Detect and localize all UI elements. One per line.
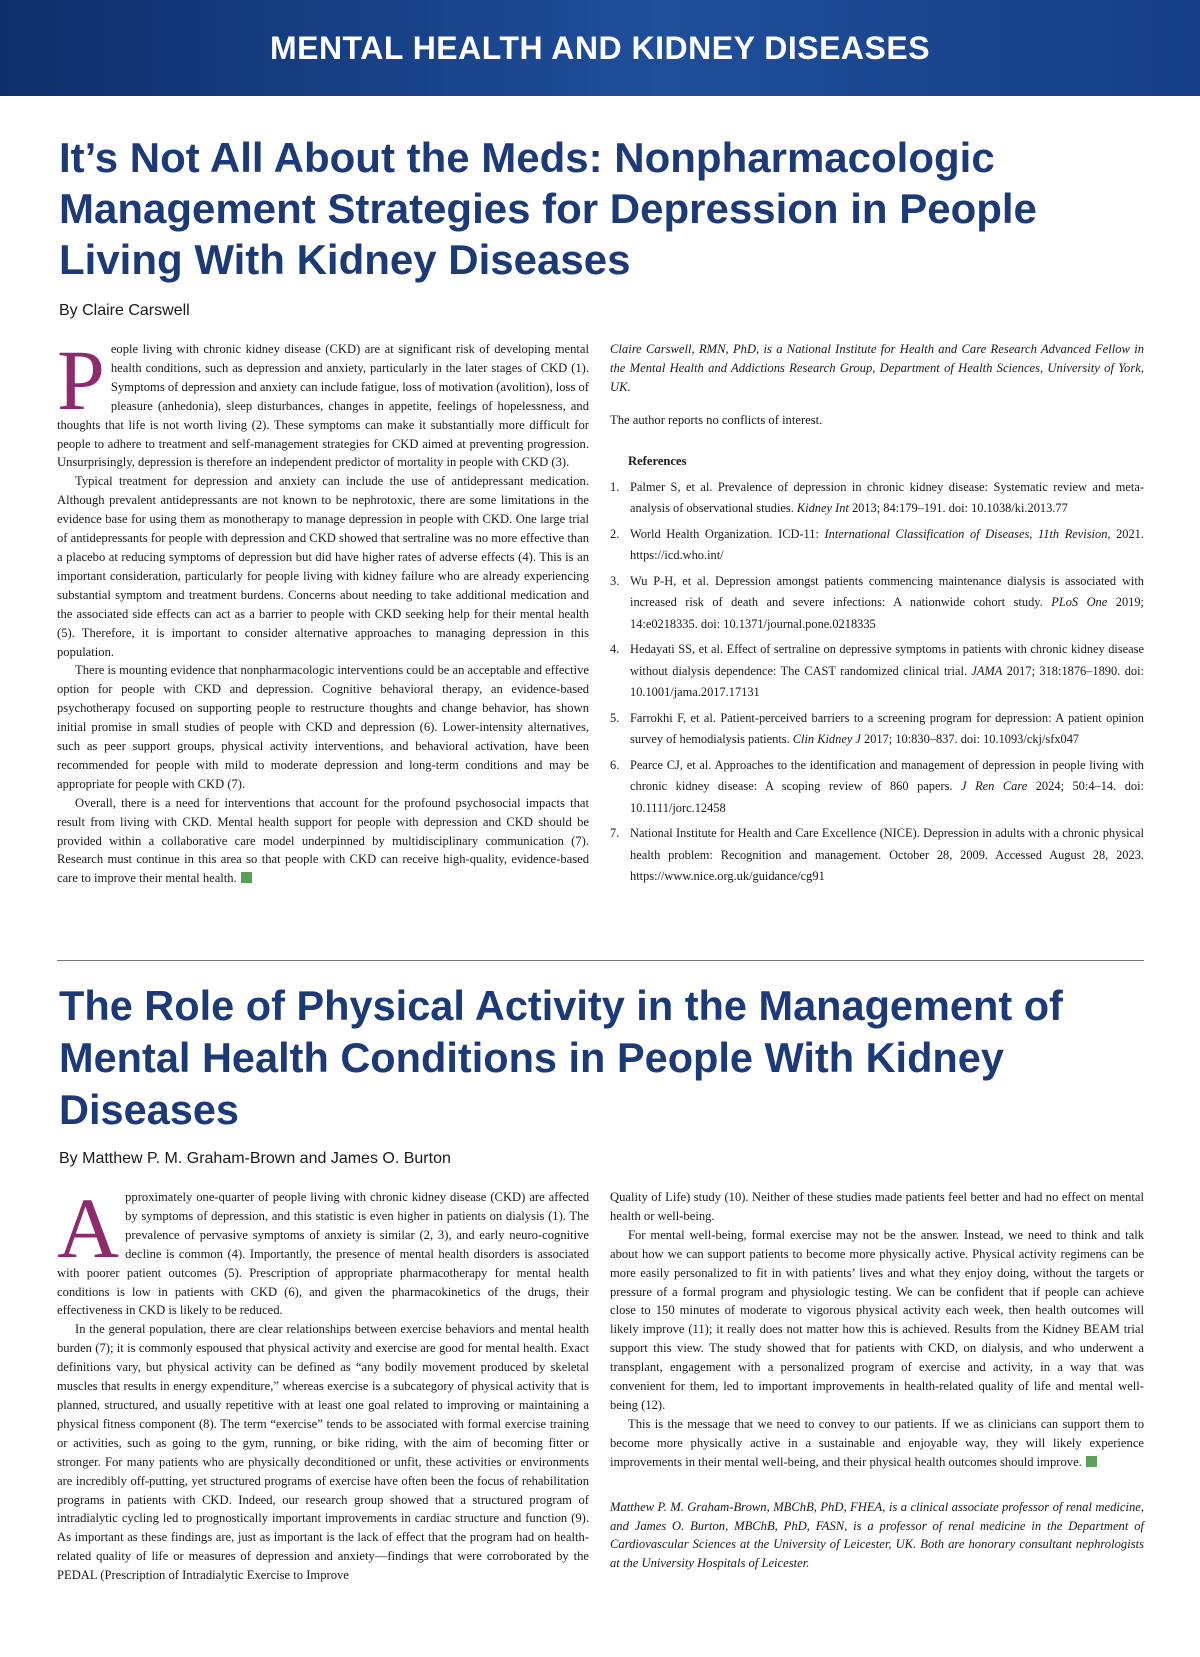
article2-paragraph-3: Quality of Life) study (10). Neither of these studies made patients feel better and had no effect on mental health or well-being. [610, 1190, 1144, 1223]
article1-paragraph-2: Typical treatment for depression and anxiety can include the use of antidepressant medication. Although prevalent antidepressants are not known to be nephrotoxic, there are some limitations in the evidence base for using them as monotherapy to manage depression in people with CKD. One large trial of antidepressants for people with depression and CKD showed that sertraline was no more effective than a placebo at reducing symptoms of depression but did have higher rates of adverse effects (4). This is an important consideration, particularly for people living with kidney failure who are already experiencing substantial symptom and treatment burdens. Concerns about needing to take additional medication and the associated side effects can act as a barrier to people with CKD seeking help for their mental health (5). Therefore, it is important to consider alternative approaches to managing depression in this population. [57, 474, 589, 659]
section-title: MENTAL HEALTH AND KIDNEY DISEASES [269, 29, 931, 66]
reference-item: 5. Farrokhi F, et al. Patient-perceived barriers to a screening program for depression: A patient opinion survey of hemodialysis patients. Clin Kidney J 2017; 10:830–837. doi: 10.1093/ckj/sfx047 [610, 710, 1144, 747]
article1-disclosure: The author reports no conflicts of interest. [610, 412, 823, 427]
article1-sidebar [610, 340, 1144, 892]
end-mark-icon [1086, 1456, 1097, 1467]
reference-item: 1. Palmer S, et al. Prevalence of depression in chronic kidney disease: Systematic review and meta-analysis of observational studies. Kidney Int 2013; 84:179–191. doi: 10.1038/ki.2013.77 [610, 479, 1144, 516]
article-divider [57, 960, 1144, 961]
article2-paragraph-2: In the general population, there are clear relationships between exercise behaviors and mental health burden (7); it is commonly espoused that physical activity and exercise are good for mental health. Exact definitions vary, but physical activity can be defined as “any bodily movement produced by skeletal muscles that results in energy expenditure,” whereas exercise is a subcategory of physical activity that is planned, structured, and usually repetitive with at least one goal related to improving or maintaining a physical fitness component (8). The term “exercise” tends to be associated with formal exercise training or activities, such as going to the gym, running, or bike riding, with the aim of becoming fitter or stronger. For many patients who are physically deconditioned or unfit, these activities or environments are incredibly off-putting, yet structured programs of exercise have often been the focus of rehabilitation programs in patients with CKD. Indeed, our research group showed that a structured program of intradialytic cycling led to prognostically important improvements in cardiac structure and function (9). As important as these findings are, just as important is the lack of effect that the program had on health-related quality of life or measures of depression and anxiety—findings that were corroborated by the PEDAL (Prescription of Intradialytic Exercise to Improve [57, 1322, 589, 1583]
article2-byline: By Matthew P. M. Graham-Brown and James O. Burton [59, 1150, 451, 1167]
article2-paragraph-4: For mental well-being, formal exercise may not be the answer. Instead, we need to think and talk about how we can support patients to become more physically active. Physical activity regimens can be more easily personalized to fit in with patients’ lives and what they enjoy doing, without the targets or pressure of a formal program and physiologic testing. We can be confident that if people can achieve close to 150 minutes of moderate to vigorous physical activity each week, then health outcomes will likely improve (11); it really does not matter how this is achieved. Results from the Kidney BEAM trial support this view. The study showed that for patients with CKD, on dialysis, and who underwent a transplant, engagement with a personalized program of exercise and activity, in a way that was convenient for them, led to important improvements in health-related quality of life and mental well-being (12). [610, 1227, 1144, 1412]
article1-dropcap: P [57, 332, 105, 428]
article2-body-left [57, 1180, 589, 1585]
article2-title: The Role of Physical Activity in the Management of Mental Health Conditions in People With Kidney Diseases [59, 982, 1063, 1133]
article2-body-right [610, 1188, 1144, 1573]
article2-dropcap: A [57, 1180, 120, 1276]
reference-item: 4. Hedayati SS, et al. Effect of sertraline on depressive symptoms in patients with chronic kidney disease without dialysis dependence: The CAST randomized clinical trial. JAMA 2017; 318:1876–1890. doi: 10.1001/jama.2017.17131 [610, 642, 1144, 700]
reference-item: 2. World Health Organization. ICD-11: International Classification of Diseases, 11th Revision, 2021. https://icd.who.int/ [610, 526, 1144, 563]
article1-title-lead: It’s Not All About the Meds: [59, 134, 603, 181]
article1-title-rest: Nonpharmacologic Management Strategies for Depression in People Living With Kidney Diseases [59, 134, 1037, 283]
references-list [610, 477, 1144, 888]
reference-item: 3. Wu P-H, et al. Depression amongst patients commencing maintenance dialysis is associated with increased risk of death and severe infections: A nationwide cohort study. PLoS One 2019; 14:e0218335. doi: 10.1371/journal.pone.0218335 [610, 573, 1144, 631]
article1-paragraph-3: There is mounting evidence that nonpharmacologic interventions could be an acceptable and effective option for people with CKD and depression. Cognitive behavioral therapy, an evidence-based psychotherapy focused on supporting people to restructure thoughts and change behavior, has shown initial promise in small studies of people with CKD and depression (6). Lower-intensity alternatives, such as peer support groups, physical activity interventions, and behavioral activation, have been recommended for people with mild to moderate depression and long-term conditions and may be appropriate for people with CKD (7). [57, 663, 589, 791]
references-heading: References [628, 453, 687, 468]
reference-item: 6. Pearce CJ, et al. Approaches to the identification and management of depression in people living with chronic kidney disease: A scoping review of 860 papers. J Ren Care 2024; 50:4–14. doi: 10.1111/jorc.12458 [610, 757, 1145, 815]
article1-body [57, 332, 589, 888]
article2-paragraph-1: Approximately one-quarter of people living with chronic kidney disease (CKD) are affected by symptoms of depression, and this statistic is even higher in patients on dialysis (1). The prevalence of pervasive symptoms of anxiety is similar (2, 3), and early neuro-cognitive decline is common (4). Importantly, the presence of mental health disorders is associated with poorer patient outcomes (5). Prescription of appropriate pharmacotherapy for mental health conditions is low in patients with CKD (6), and given the pharmacokinetics of the drugs, their effectiveness in CKD is likely to be reduced. [57, 1180, 589, 1318]
article1-paragraph-4: Overall, there is a need for interventions that account for the profound psychosocial impacts that result from living with CKD. Mental health support for people with depression and CKD should be provided within a collaborative care model underpinned by multidisciplinary communication (7). Research must continue in this area so that people with CKD can receive high-quality, evidence-based care to improve their mental health. [57, 795, 589, 886]
reference-item: 7. National Institute for Health and Care Excellence (NICE). Depression in adults with a chronic physical health problem: Recognition and management. October 28, 2009. Accessed August 28, 2023. https://www.nice.org.uk/guidance/cg91 [610, 826, 1144, 884]
end-mark-icon [241, 872, 252, 883]
article1-byline: By Claire Carswell [59, 302, 190, 319]
article1-author-bio: Claire Carswell, RMN, PhD, is a National Institute for Health and Care Research Advanced Fellow in the Mental Health and Addictions Research Group, Department of Health Sciences, University of York, UK. [610, 342, 1144, 394]
article1-title [59, 132, 1159, 285]
article1-paragraph-1: People living with chronic kidney disease (CKD) are at significant risk of developing mental health conditions, such as depression and anxiety, particularly in the later stages of CKD (1). Symptoms of depression and anxiety can include fatigue, loss of motivation (avolition), loss of pleasure (anhedonia), sleep disturbances, changes in appetite, feelings of hopelessness, and thoughts that life is not worth living (2). These symptoms can make it substantially more difficult for people to adhere to treatment and self-management strategies for CKD aimed at preventing progression. Unsurprisingly, depression is therefore an independent predictor of mortality in people with CKD (3). [57, 332, 589, 470]
article2-author-bio: Matthew P. M. Graham-Brown, MBChB, PhD, FHEA, is a clinical associate professor of renal medicine, and James O. Burton, MBChB, PhD, FASN, is a professor of renal medicine in the Department of Cardiovascular Sciences at the University of Leicester, UK. Both are honorary consultant nephrologists at the University Hospitals of Leicester. [610, 1499, 1144, 1571]
article2-paragraph-5: This is the message that we need to convey to our patients. If we as clinicians can support them to become more physically active in a sustainable and enjoyable way, they will likely experience improvements in their mental well-being, and their physical health outcomes should improve. [610, 1416, 1144, 1469]
section-banner [0, 0, 1200, 96]
